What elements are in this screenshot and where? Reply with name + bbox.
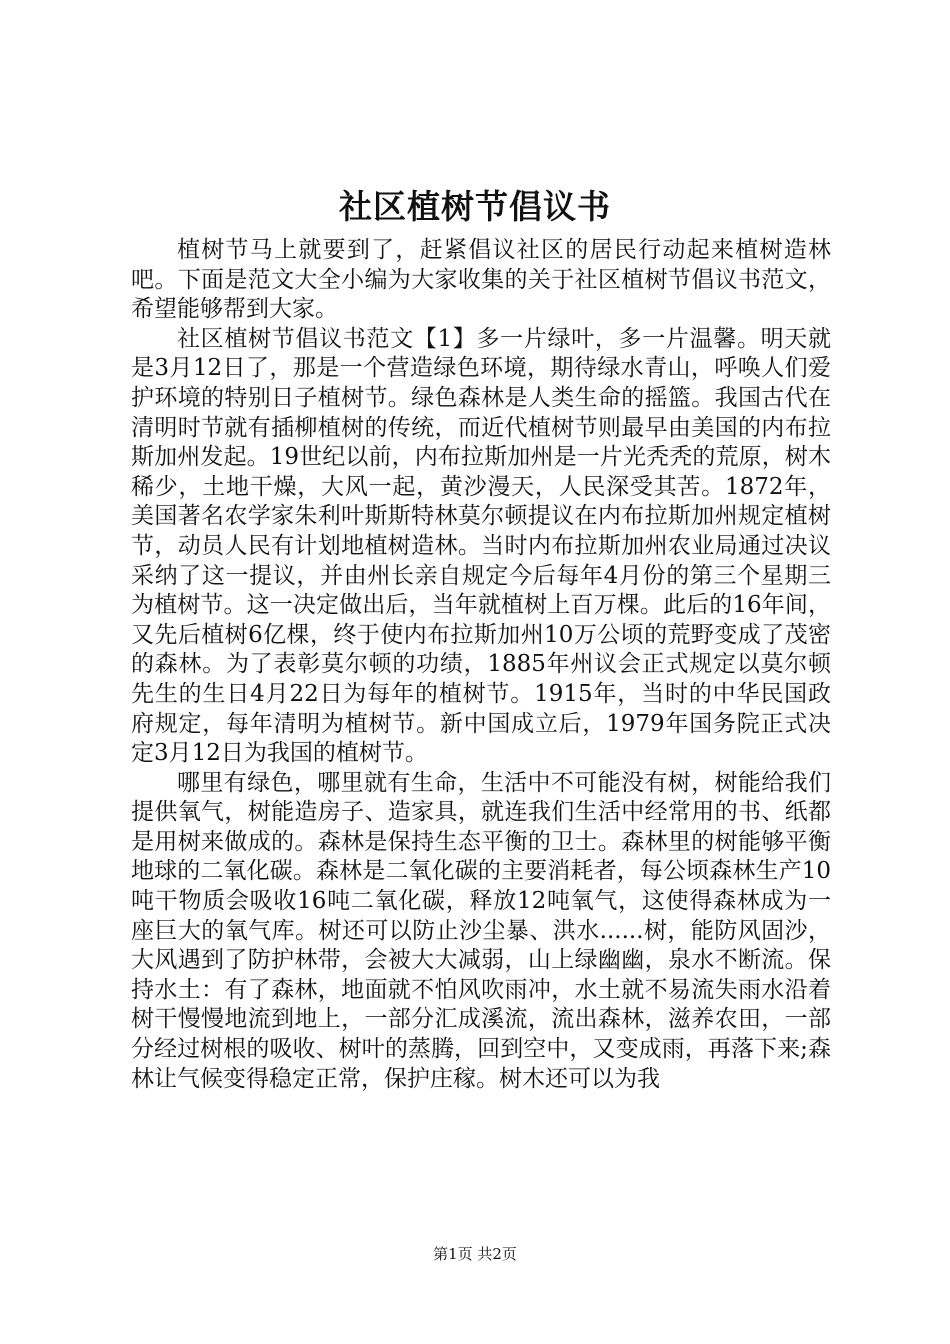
paragraph-intro: 植树节马上就要到了，赶紧倡议社区的居民行动起来植树造林吧。下面是范文大全小编为大家收集的关于社区植树节倡议书范文，希望能够帮到大家。 (131, 237, 831, 323)
document-title: 社区植树节倡议书 (339, 187, 611, 226)
paragraph-green-life: 哪里有绿色，哪里就有生命，生活中不可能没有树，树能给我们提供氧气，树能造房子、造家具，就连我们生活中经常用的书、纸都是用树来做成的。森林是保持生态平衡的卫士。森林里的树能够平衡地球的二氧化碳。森林是二氧化碳的主要消耗者，每公顷森林生产10吨干物质会吸收16吨二氧化碳，释放12吨氧气，这使得森林成为一座巨大的氧气库。树还可以防止沙尘暴、洪水......树，能防风固沙，大风遇到了防护林带，会被大大减弱，山上绿幽幽，泉水不断流。保持水土：有了森林，地面就不怕风吹雨冲，水土就不易流失雨水沿着树干慢慢地流到地上，一部分汇成溪流，流出森林，滋养农田，一部分经过树根的吸收、树叶的蒸腾，回到空中，又变成雨，再落下来;森林让气候变得稳定正常，保护庄稼。树木还可以为我 (131, 769, 831, 1092)
page-number-footer: 第1页 共2页 (433, 1245, 517, 1263)
document-body (131, 236, 831, 1094)
paragraph-sample-1: 社区植树节倡议书范文【1】多一片绿叶，多一片温馨。明天就是3月12日了，那是一个营造绿色环境，期待绿水青山，呼唤人们爱护环境的特别日子植树节。绿色森林是人类生命的摇篮。我国古代在清明时节就有插柳植树的传统，而近代植树节则最早由美国的内布拉斯加州发起。19世纪以前，内布拉斯加州是一片光秃秃的荒原，树木稀少，土地干燥，大风一起，黄沙漫天，人民深受其苦。1872年，美国著名农学家朱利叶斯斯特林莫尔顿提议在内布拉斯加州规定植树节，动员人民有计划地植树造林。当时内布拉斯加州农业局通过决议采纳了这一提议，并由州长亲自规定今后每年4月份的第三个星期三为植树节。这一决定做出后，当年就植树上百万棵。此后的16年间，又先后植树6亿棵，终于使内布拉斯加州10万公顷的荒野变成了茂密的森林。为了表彰莫尔顿的功绩，1885年州议会正式规定以莫尔顿先生的生日4月22日为每年的植树节。1915年，当时的中华民国政府规定，每年清明为植树节。新中国成立后，1979年国务院正式决定3月12日为我国的植树节。 (131, 325, 831, 767)
